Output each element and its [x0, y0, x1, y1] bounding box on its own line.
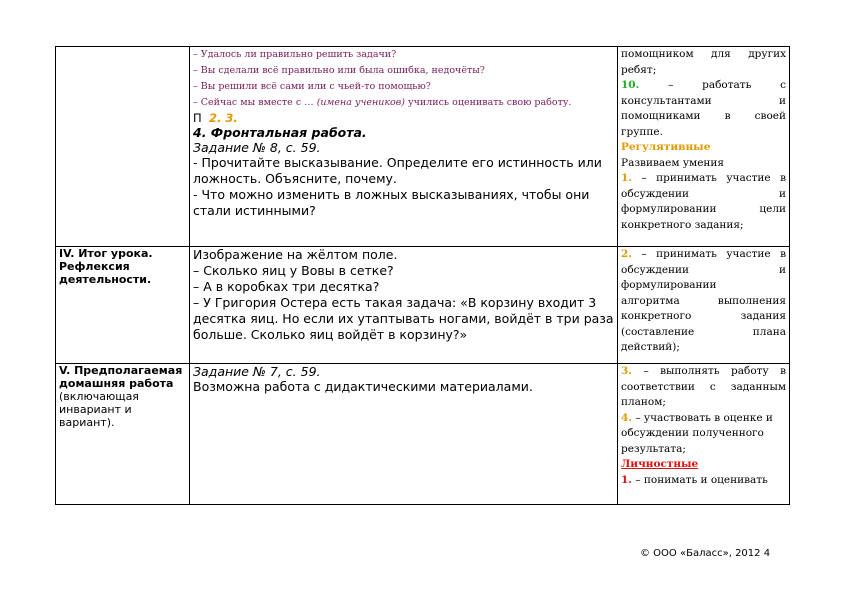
stage-title: V. Предполагаемая домашняя работа — [59, 364, 183, 390]
skill-number: 1. — [621, 473, 632, 486]
skill-line: результата; — [621, 442, 686, 455]
skill-line: ребят; — [621, 63, 657, 76]
text-line: – У Григория Остера есть такая задача: «В корзину входит 3 десятка яиц. Но если их утаптывать ногами, войдёт в три раза больше. Сколько яиц войдёт в корзину?» — [193, 295, 614, 342]
text-line: Изображение на жёлтом поле. — [193, 247, 398, 262]
question-prefix: – Сейчас мы вместе с … — [193, 97, 314, 108]
task-ref: Задание № 7, с. 59. — [193, 364, 321, 379]
skill-line: формулировании — [621, 279, 717, 291]
stage-cell — [56, 364, 190, 505]
table-row — [56, 247, 790, 364]
refs-prefix: П — [193, 111, 202, 125]
skill-line: обсуждении и — [621, 263, 786, 276]
skill-line: конкретного задания — [621, 310, 786, 322]
task-ref: Задание № 8, с. 59. — [193, 140, 321, 155]
task-text: - Что можно изменить в ложных высказываниях, чтобы они стали истинными? — [193, 187, 590, 218]
refs-numbers: 2. 3. — [208, 111, 238, 125]
skill-number: 1. — [621, 172, 632, 184]
skill-line: 10. – работать с — [621, 79, 786, 91]
section-title: 4. Фронтальная работа. — [193, 125, 367, 140]
question-suffix: учились оценивать свою работу. — [408, 97, 572, 108]
skill-line: обсуждении и — [621, 187, 786, 200]
skill-number: 10. — [621, 79, 640, 91]
skill-line: 1. – понимать и оценивать — [621, 473, 768, 486]
footer-copyright: © ООО «Баласс», 2012 4 — [640, 548, 771, 559]
skill-line: консультантами и — [621, 94, 786, 107]
skill-line: 2. – принимать участие в — [621, 248, 786, 260]
skill-line: формулировании цели — [621, 203, 786, 215]
question-italic: (имена учеников) — [316, 97, 406, 108]
skill-line: планом; — [621, 396, 666, 408]
stage-cell — [56, 247, 190, 364]
skills-cell — [618, 364, 790, 505]
skill-number: 4. — [621, 411, 632, 424]
content-cell — [190, 47, 618, 247]
table-row — [56, 364, 790, 505]
text-line: – А в коробках три десятка? — [193, 279, 380, 294]
skill-number: 3. — [621, 365, 632, 377]
stage-title: IV. Итог урока. Рефлексия деятельности. — [59, 247, 153, 286]
skill-line: группе. — [621, 125, 663, 138]
skill-line: (составление плана — [621, 325, 786, 338]
personal-header: Личностные — [621, 458, 699, 470]
skill-line: 3. – выполнять работу в — [621, 365, 786, 377]
skill-line: Развиваем умения — [621, 156, 725, 169]
text-line: – Сколько яиц у Вовы в сетке? — [193, 263, 394, 278]
content-cell — [190, 247, 618, 364]
skill-line: обсуждении полученного — [621, 427, 764, 439]
question-line: – Вы сделали всё правильно или была ошибка, недочёты? — [193, 65, 485, 76]
lesson-table — [55, 46, 790, 505]
regulative-header: Регулятивные — [621, 141, 711, 153]
table-row — [56, 47, 790, 247]
skill-line: действий); — [621, 341, 680, 353]
skills-cell — [618, 247, 790, 364]
question-line — [193, 95, 614, 111]
task-text: Возможна работа с дидактическими материалами. — [193, 379, 533, 394]
skill-line: помощниками в своей — [621, 110, 786, 122]
question-line: – Вы решили всё сами или с чьей-то помощью? — [193, 81, 431, 92]
question-line: – Удалось ли правильно решить задачи? — [193, 49, 397, 60]
refs-line — [193, 111, 614, 125]
stage-cell — [56, 47, 190, 247]
stage-note: (включающая инвариант и вариант). — [59, 390, 139, 429]
skill-line: конкретного задания; — [621, 218, 744, 231]
content-cell — [190, 364, 618, 505]
skill-line: 1. – принимать участие в — [621, 172, 786, 184]
skills-cell — [618, 47, 790, 247]
skill-line: помощником для других — [621, 48, 786, 60]
skill-line: алгоритма выполнения — [621, 294, 786, 307]
task-text: - Прочитайте высказывание. Определите его истинность или ложность. Объясните, почему. — [193, 155, 602, 186]
skill-number: 2. — [621, 248, 632, 260]
skill-line: соответствии с заданным — [621, 380, 786, 393]
skill-line: 4. – участвовать в оценке и — [621, 411, 773, 424]
